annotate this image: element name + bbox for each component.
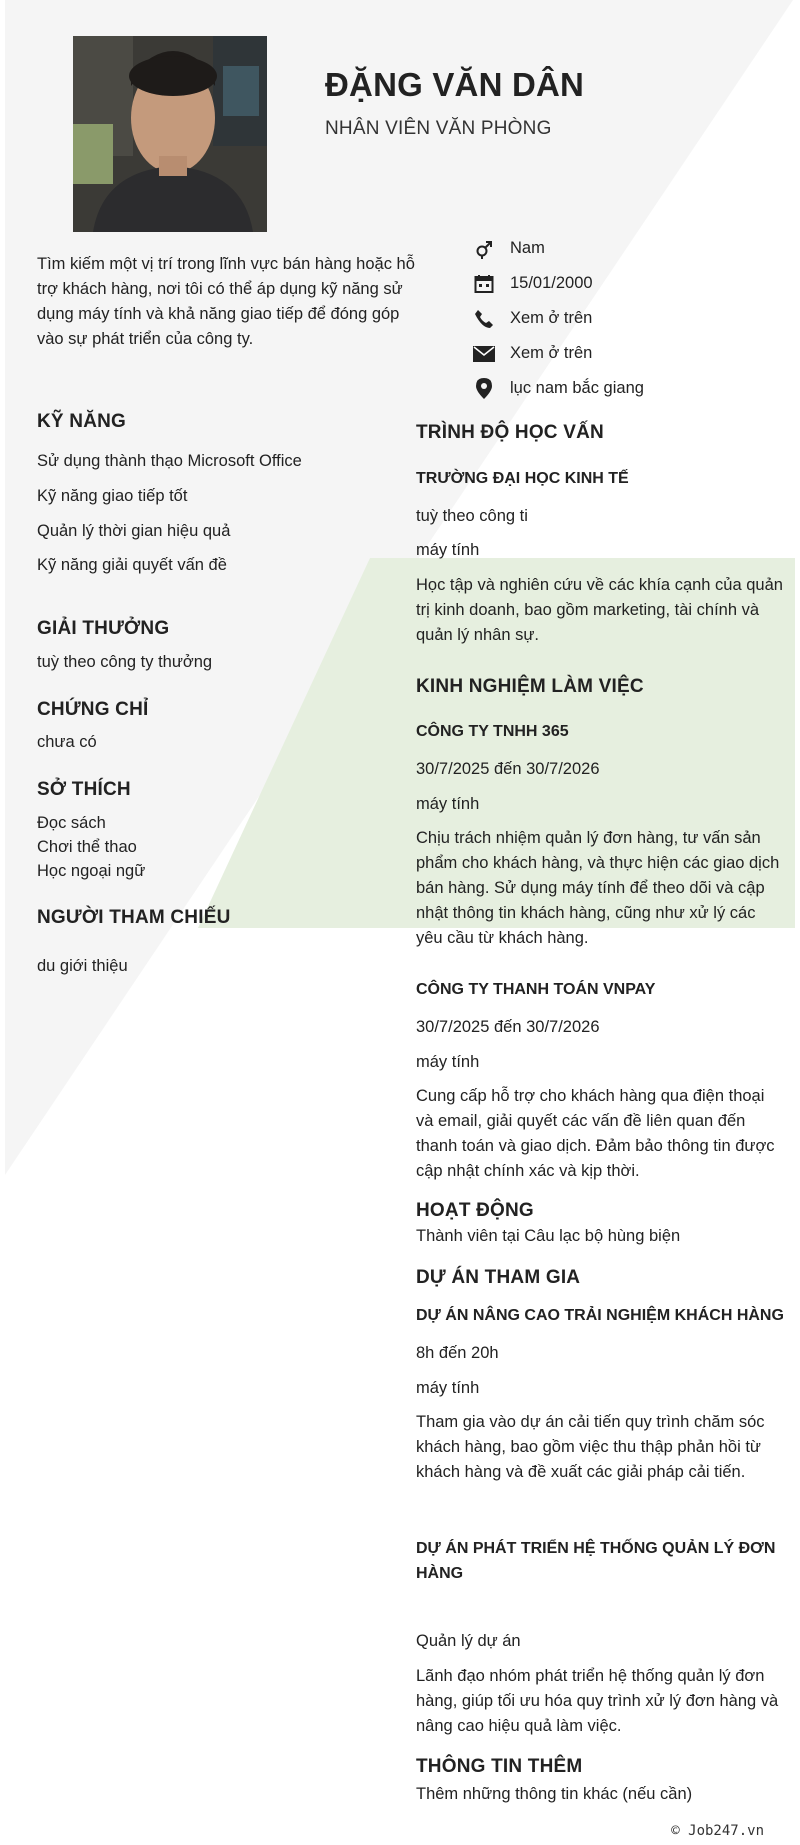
gender-value: Nam	[510, 239, 545, 257]
awards-text: tuỳ theo công ty thưởng	[37, 653, 213, 671]
project-name: DỰ ÁN PHÁT TRIỂN HỆ THỐNG QUẢN LÝ ĐƠN HÀNG	[416, 1540, 776, 1582]
address-row	[472, 371, 772, 406]
gender-row	[472, 231, 772, 266]
additional-text: Thêm những thông tin khác (nếu cần)	[416, 1785, 693, 1803]
activities-heading: HOẠT ĐỘNG	[416, 1200, 534, 1221]
references-text: du giới thiệu	[37, 957, 128, 975]
education-heading: TRÌNH ĐỘ HỌC VẤN	[416, 422, 604, 443]
email-icon	[472, 343, 496, 365]
gender-icon	[472, 238, 496, 260]
references-heading: NGƯỜI THAM CHIẾU	[37, 907, 231, 928]
education-time: tuỳ theo công ti	[416, 507, 528, 525]
birthday-row	[472, 266, 772, 301]
project-role: Quản lý dự án	[416, 1632, 521, 1650]
candidate-name: ĐẶNG VĂN DÂN	[325, 66, 585, 103]
project-time: 8h đến 20h	[416, 1344, 499, 1362]
skill-item: Sử dụng thành thạo Microsoft Office	[37, 452, 302, 470]
additional-heading: THÔNG TIN THÊM	[416, 1756, 583, 1777]
job-description: Cung cấp hỗ trợ cho khách hàng qua điện thoại và email, giải quyết các vấn đề liên quan đến thanh toán và giao dịch. Đảm bảo thông tin được cập nhật chính xác và kịp thời.	[416, 1087, 775, 1180]
skill-item: Kỹ năng giao tiếp tốt	[37, 487, 188, 505]
project-description: Tham gia vào dự án cải tiến quy trình chăm sóc khách hàng, bao gồm việc thu thập phản hồi từ khách hàng và đề xuất các giải pháp cải tiến.	[416, 1413, 765, 1481]
birthday-value: 15/01/2000	[510, 274, 593, 292]
job-company: CÔNG TY THANH TOÁN VNPAY	[416, 981, 656, 998]
hobby-item: Học ngoại ngữ	[37, 862, 146, 880]
phone-row	[472, 301, 772, 336]
certificates-text: chưa có	[37, 733, 97, 751]
job-position: máy tính	[416, 795, 480, 813]
project-name: DỰ ÁN NÂNG CAO TRẢI NGHIỆM KHÁCH HÀNG	[416, 1307, 784, 1324]
personal-info	[472, 231, 772, 406]
projects-heading: DỰ ÁN THAM GIA	[416, 1267, 581, 1288]
job-time: 30/7/2025 đến 30/7/2026	[416, 760, 600, 778]
skill-item: Quản lý thời gian hiệu quả	[37, 522, 231, 540]
activities-text: Thành viên tại Câu lạc bộ hùng biện	[416, 1227, 681, 1245]
job-time: 30/7/2025 đến 30/7/2026	[416, 1018, 600, 1036]
email-value: Xem ở trên	[510, 344, 593, 362]
location-icon	[472, 378, 496, 400]
certificates-heading: CHỨNG CHỈ	[37, 699, 149, 720]
education-major: máy tính	[416, 541, 480, 559]
hobby-item: Chơi thể thao	[37, 838, 137, 856]
job-description: Chịu trách nhiệm quản lý đơn hàng, tư vấn sản phẩm cho khách hàng, và thực hiện các giao dịch bán hàng. Sử dụng máy tính để theo dõi và cập nhật thông tin khách hàng, cũng như xử lý các yêu cầu từ khách hàng.	[416, 829, 780, 947]
email-row	[472, 336, 772, 371]
job-position: máy tính	[416, 1053, 480, 1071]
hobbies-heading: SỞ THÍCH	[37, 779, 131, 800]
experience-heading: KINH NGHIỆM LÀM VIỆC	[416, 676, 644, 697]
career-objective: Tìm kiếm một vị trí trong lĩnh vực bán hàng hoặc hỗ trợ khách hàng, nơi tôi có thể áp dụng kỹ năng sử dụng máy tính và khả năng giao tiếp để đóng góp vào sự phát triển của công ty.	[37, 255, 415, 348]
footer-credit[interactable]: © Job247.vn	[671, 1823, 764, 1839]
avatar	[73, 36, 267, 232]
project-role: máy tính	[416, 1379, 480, 1397]
skill-item: Kỹ năng giải quyết vấn đề	[37, 556, 227, 574]
awards-heading: GIẢI THƯỞNG	[37, 618, 170, 639]
job-company: CÔNG TY TNHH 365	[416, 723, 569, 740]
phone-icon	[472, 308, 496, 330]
skills-heading: KỸ NĂNG	[37, 411, 127, 432]
education-description: Học tập và nghiên cứu về các khía cạnh của quản trị kinh doanh, bao gồm marketing, tài chính và quản lý nhân sự.	[416, 576, 783, 644]
address-value: lục nam bắc giang	[510, 379, 644, 397]
calendar-icon	[472, 273, 496, 295]
project-description: Lãnh đạo nhóm phát triển hệ thống quản lý đơn hàng, giúp tối ưu hóa quy trình xử lý đơn hàng và nâng cao hiệu quả làm việc.	[416, 1667, 779, 1735]
hobby-item: Đọc sách	[37, 814, 106, 832]
phone-value: Xem ở trên	[510, 309, 593, 327]
job-title: NHÂN VIÊN VĂN PHÒNG	[325, 118, 552, 139]
education-school: TRƯỜNG ĐẠI HỌC KINH TẾ	[416, 470, 629, 487]
